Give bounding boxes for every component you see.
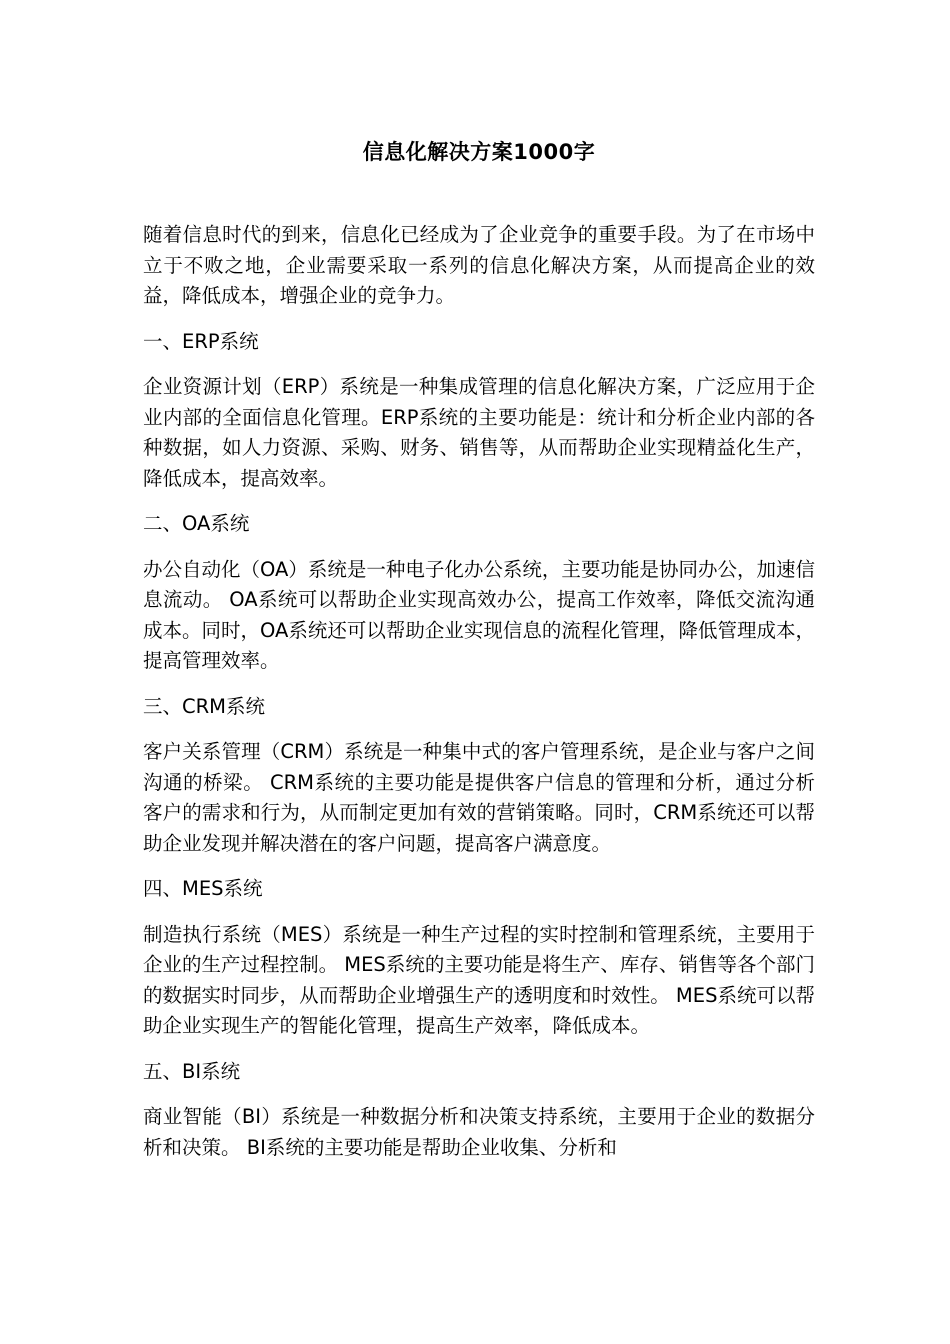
section-body-oa: 办公自动化（OA）系统是一种电子化办公系统，主要功能是协同办公，加速信息流动。 OA系统可以帮助企业实现高效办公，提高工作效率，降低交流沟通成本。同时，OA系统还可以帮助企业实现信息的流程化管理，降低管理成本，提高管理效率。 [143,557,815,672]
document-page [143,132,815,1178]
section-heading-crm: 三、CRM系统 [143,694,265,718]
section-heading-oa: 二、OA系统 [143,512,250,535]
section-heading-erp: 一、ERP系统 [143,329,259,353]
section-body-crm: 客户关系管理（CRM）系统是一种集中式的客户管理系统，是企业与客户之间沟通的桥梁。 CRM系统的主要功能是提供客户信息的管理和分析，通过分析客户的需求和行为，从而制定更加有效的营销策略。同时，CRM系统还可以帮助企业发现并解决潜在的客户问题，提高客户满意度。 [143,740,815,855]
document-title: 信息化解决方案1000字 [362,140,596,164]
section-body-erp: 企业资源计划（ERP）系统是一种集成管理的信息化解决方案，广泛应用于企业内部的全面信息化管理。ERP系统的主要功能是：统计和分析企业内部的各种数据，如人力资源、采购、财务、销售等，从而帮助企业实现精益化生产，降低成本，提高效率。 [143,375,815,490]
section-body-bi: 商业智能（BI）系统是一种数据分析和决策支持系统，主要用于企业的数据分析和决策。 BI系统的主要功能是帮助企业收集、分析和 [143,1105,815,1159]
section-heading-mes: 四、MES系统 [143,877,263,900]
intro-paragraph: 随着信息时代的到来，信息化已经成为了企业竞争的重要手段。为了在市场中立于不败之地，企业需要采取一系列的信息化解决方案，从而提高企业的效益，降低成本，增强企业的竞争力。 [143,223,815,307]
section-heading-bi: 五、BI系统 [143,1059,241,1083]
section-body-mes: 制造执行系统（MES）系统是一种生产过程的实时控制和管理系统，主要用于企业的生产过程控制。 MES系统的主要功能是将生产、库存、销售等各个部门的数据实时同步，从而帮助企业增强生产的透明度和时效性。 MES系统可以帮助企业实现生产的智能化管理，提高生产效率，降低成本。 [143,922,815,1037]
